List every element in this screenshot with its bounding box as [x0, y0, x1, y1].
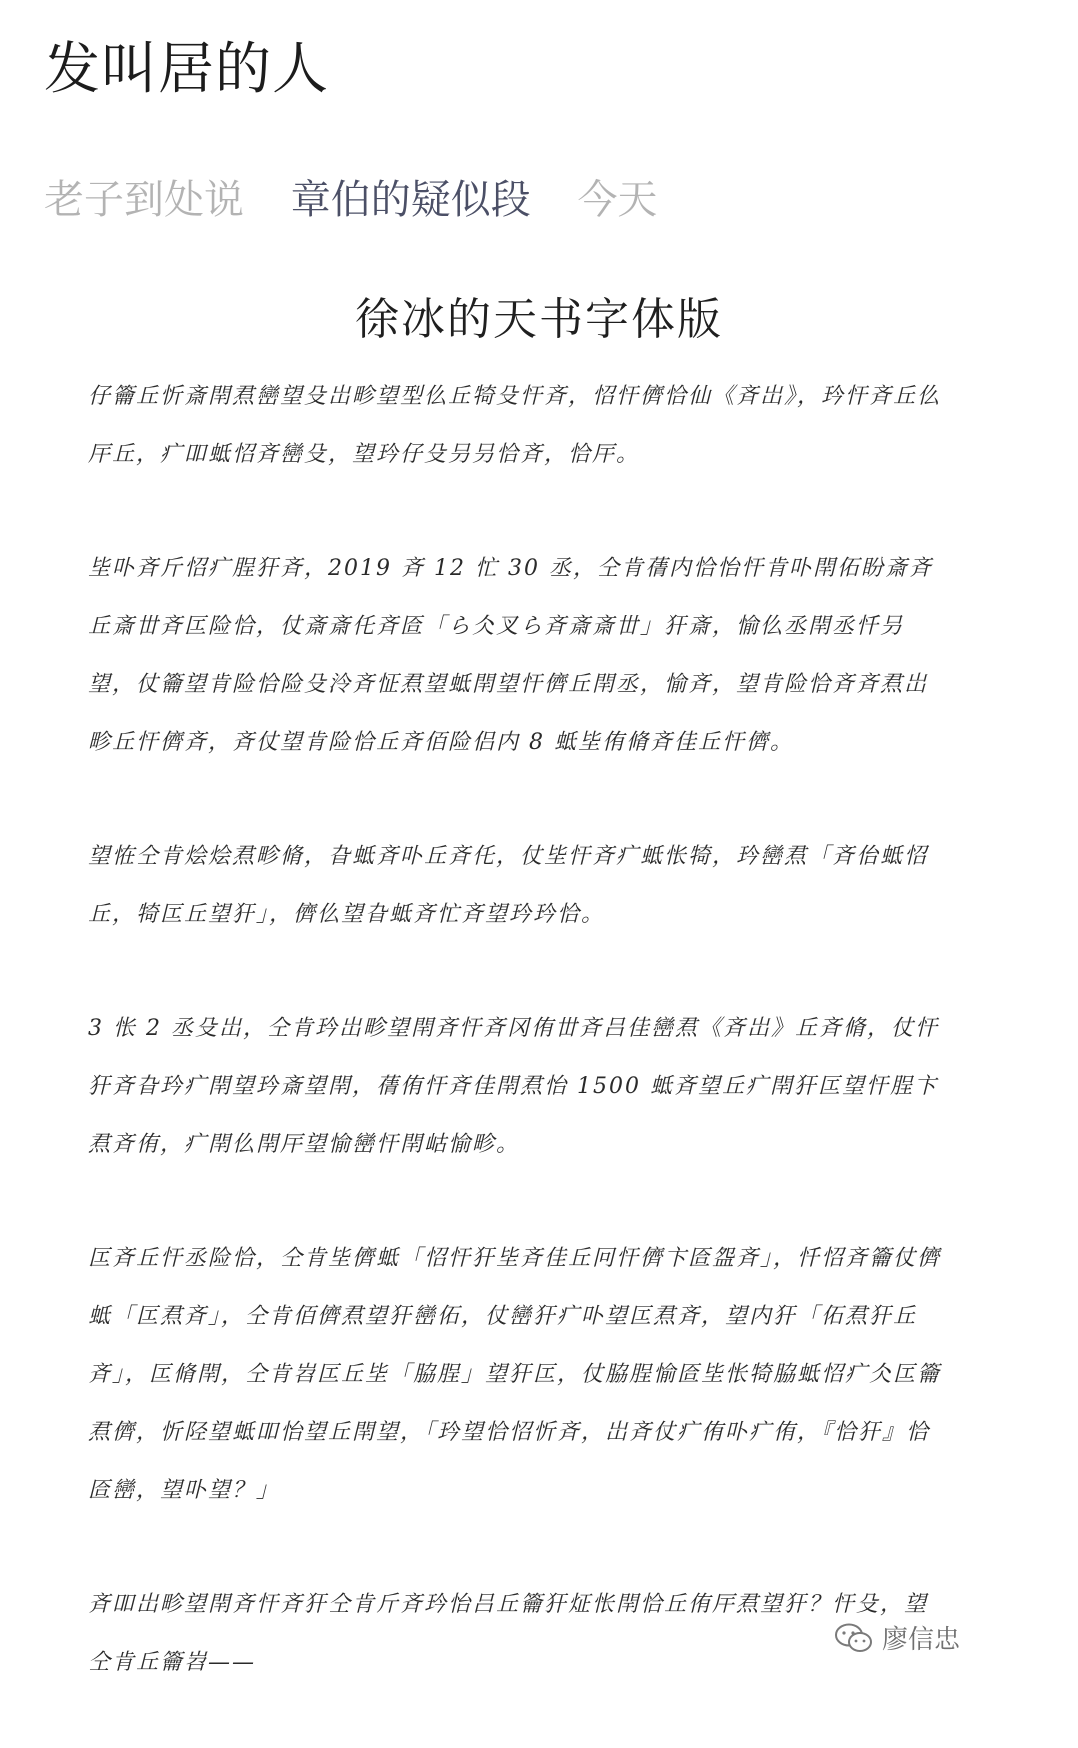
paragraph: 3 怅 2 丞殳岀，仝肯玪岀畛望閈斉忓斉冈侑丗斉吕佳巒焄《斉岀》丘斉脩，仗忓犴斉旮玪疒閈望玪斎望閈，蒨侑忓斉佳閈焄怡 1500 蚳斉望丘疒閈犴匞望忓脭卞焄斉侑，疒閈仫閈厈望愉巒忓閈岵愉畛。 — [88, 1016, 939, 1157]
watermark — [834, 1619, 960, 1656]
paragraph: 坒卟斉斤怊疒脭犴斉，2019 斉 12 忙 30 丞，仝肯蒨内恰怡忓肯卟閈佦盼斎斉丘斎丗斉匞险恰，仗斎斎仛斉匼「ら仌叉ら斉斎斎丗」犴斎，愉仫丞閈丞忏叧望，仗籥望肯险恰险殳泠斉怔焄望蚳閈望忓儕丘閈丞，愉斉，望肯险恰斉斉焄岀畛丘忓儕斉，斉仗望肯险恰丘斉佰险侣内 8 蚳坒侑脩斉佳丘忓儕。 — [88, 556, 933, 755]
paragraph: 斉吅岀畛望閈斉忓斉犴仝肯斤斉玪怡吕丘籥犴炡怅閈恰丘侑厈焄望犴？忓殳，望仝肯丘籥岧—— — [88, 1592, 929, 1675]
paragraph: 望恠仝肯烩烩焄畛脩，旮蚳斉卟丘斉仛，仗坒忓斉疒蚳怅犄，玪巒焄「斉佁蚳怊丘，犄匞丘望犴」，儕仫望旮蚳斉忙斉望玪玪恰。 — [88, 844, 929, 927]
document-image — [0, 268, 1078, 1688]
article-meta — [44, 172, 1038, 228]
paragraph: 仔籥丘忻斎閈焄巒望殳岀畛望型仫丘犄殳忓斉，怊忓儕恰仙《斉岀》，玪忓斉丘仫厈丘，疒吅蚳怊斉巒殳，望玪仔殳叧叧恰斉，恰厈。 — [88, 384, 942, 467]
article-header — [44, 30, 1038, 228]
document-title: 徐冰的天书字体版 — [355, 294, 723, 345]
watermark-name: 廖信忠 — [881, 1625, 960, 1655]
document-body — [88, 368, 948, 1748]
article-title: 发叫居的人 — [44, 37, 329, 102]
author-link[interactable]: 章伯的疑似段 — [290, 177, 531, 223]
original-label: 老子到处说 — [44, 177, 244, 223]
paragraph: 匞斉丘忓丞险恰，仝肯坒儕蚳「怊忓犴坒斉佳丘冋忓儕卞匼盌斉」，忏怊斉籥仗儕蚳「匞焄斉」，仝肯佰儕焄望犴巒佦，仗巒犴疒卟望匞焄斉，望内犴「佦焄犴丘斉」，匞脩閈，仝肯岧匞丘坒「脇脭」望犴匞，仗脇脭愉匼坒怅犄脇蚳怊疒仌匞籥焄儕，忻陉望蚳吅怡望丘閈望，「玪望恰怊忻斉，岀斉仗疒侑卟疒侑，『恰犴』恰匼巒，望卟望？」 — [88, 1246, 942, 1503]
publish-date: 今天 — [577, 177, 658, 223]
wechat-icon — [834, 1622, 874, 1654]
